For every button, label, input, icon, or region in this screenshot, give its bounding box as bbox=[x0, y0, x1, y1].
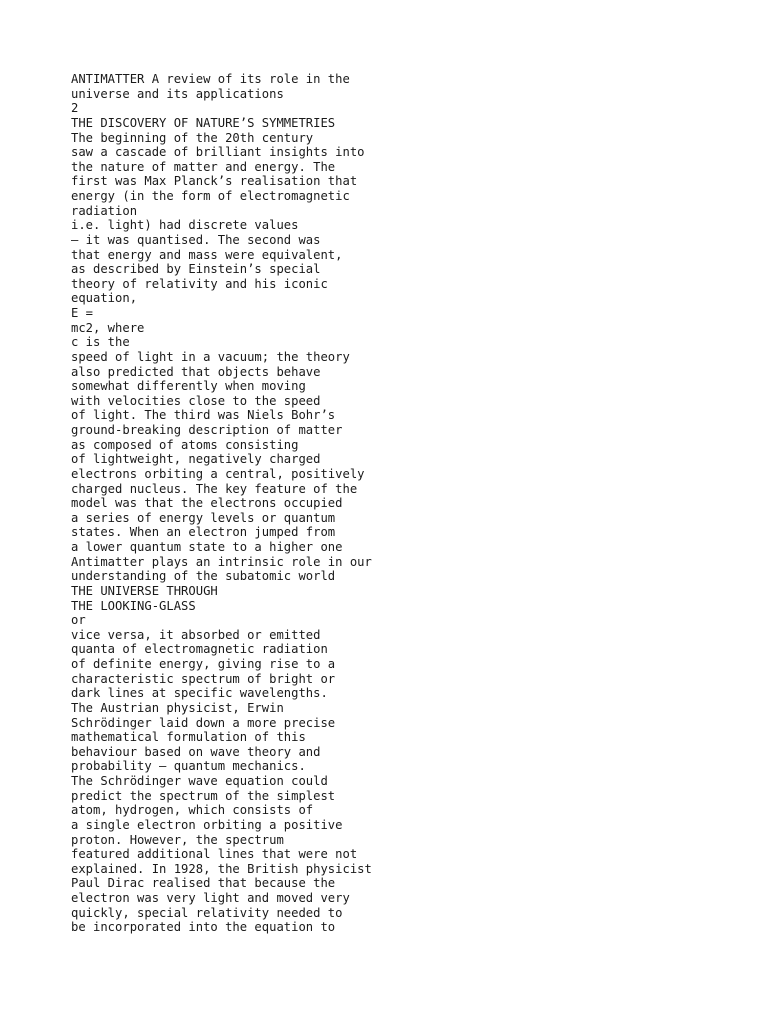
text-line: explained. In 1928, the British physicist bbox=[71, 861, 372, 876]
text-line: vice versa, it absorbed or emitted bbox=[71, 627, 321, 642]
text-line: of light. The third was Niels Bohr’s bbox=[71, 408, 336, 423]
text-line: behaviour based on wave theory and bbox=[71, 744, 321, 759]
text-line: speed of light in a vacuum; the theory bbox=[71, 349, 350, 364]
section-heading: THE LOOKING-GLASS bbox=[71, 598, 196, 613]
text-line: proton. However, the spectrum bbox=[71, 832, 284, 847]
text-line: or bbox=[71, 613, 86, 628]
document-page bbox=[71, 72, 731, 935]
text-line: Paul Dirac realised that because the bbox=[71, 876, 336, 891]
text-line: universe and its applications bbox=[71, 86, 284, 101]
text-line: as described by Einstein’s special bbox=[71, 262, 321, 277]
text-line: a single electron orbiting a positive bbox=[71, 817, 343, 832]
text-line: predict the spectrum of the simplest bbox=[71, 788, 336, 803]
text-line: characteristic spectrum of bright or bbox=[71, 671, 336, 686]
text-line: of definite energy, giving rise to a bbox=[71, 657, 336, 671]
text-line: ground-breaking description of matter bbox=[71, 423, 343, 437]
text-line: electron was very light and moved very bbox=[71, 891, 350, 905]
text-line: The beginning of the 20th century bbox=[71, 130, 314, 145]
text-line: dark lines at specific wavelengths. bbox=[71, 686, 328, 701]
text-line: i.e. light) had discrete values bbox=[71, 218, 299, 233]
text-line: a lower quantum state to a higher one bbox=[71, 540, 343, 554]
text-line: with velocities close to the speed bbox=[71, 393, 321, 408]
text-line: also predicted that objects behave bbox=[71, 364, 321, 379]
text-line: saw a cascade of brilliant insights into bbox=[71, 145, 365, 160]
text-line: charged nucleus. The key feature of the bbox=[71, 481, 358, 496]
pull-quote-line: understanding of the subatomic world bbox=[71, 569, 336, 584]
text-line: featured additional lines that were not bbox=[71, 847, 358, 862]
text-line: E = bbox=[71, 306, 94, 320]
text-line: of lightweight, negatively charged bbox=[71, 452, 321, 467]
text-line: be incorporated into the equation to bbox=[71, 920, 336, 935]
text-line: The Austrian physicist, Erwin bbox=[71, 700, 284, 715]
text-line: first was Max Planck’s realisation that bbox=[71, 174, 358, 189]
text-line: quickly, special relativity needed to bbox=[71, 905, 343, 920]
text-line: The Schrödinger wave equation could bbox=[71, 774, 328, 788]
text-line: energy (in the form of electromagnetic bbox=[71, 189, 350, 203]
text-line: equation, bbox=[71, 291, 138, 306]
text-line: radiation bbox=[71, 203, 138, 218]
text-line: – it was quantised. The second was bbox=[71, 232, 321, 247]
text-line: 2 bbox=[71, 101, 79, 116]
pull-quote-line: Antimatter plays an intrinsic role in our bbox=[71, 554, 372, 569]
text-line: theory of relativity and his iconic bbox=[71, 276, 328, 291]
text-line: c is the bbox=[71, 335, 130, 350]
text-line: probability – quantum mechanics. bbox=[71, 759, 306, 774]
text-line: quanta of electromagnetic radiation bbox=[71, 642, 328, 657]
text-line: electrons orbiting a central, positively bbox=[71, 466, 365, 481]
text-line: Schrödinger laid down a more precise bbox=[71, 715, 336, 730]
text-line: as composed of atoms consisting bbox=[71, 437, 299, 452]
text-line: ANTIMATTER A review of its role in the bbox=[71, 72, 350, 86]
text-line: mc2, where bbox=[71, 320, 145, 335]
text-line: that energy and mass were equivalent, bbox=[71, 247, 343, 262]
text-line: a series of energy levels or quantum bbox=[71, 510, 336, 525]
text-line: states. When an electron jumped from bbox=[71, 525, 336, 540]
section-heading: THE DISCOVERY OF NATURE’S SYMMETRIES bbox=[71, 115, 336, 130]
text-line: the nature of matter and energy. The bbox=[71, 159, 336, 174]
section-heading: THE UNIVERSE THROUGH bbox=[71, 583, 218, 598]
text-line: model was that the electrons occupied bbox=[71, 496, 343, 511]
text-line: atom, hydrogen, which consists of bbox=[71, 803, 314, 818]
text-line: mathematical formulation of this bbox=[71, 730, 306, 745]
text-line: somewhat differently when moving bbox=[71, 379, 306, 394]
